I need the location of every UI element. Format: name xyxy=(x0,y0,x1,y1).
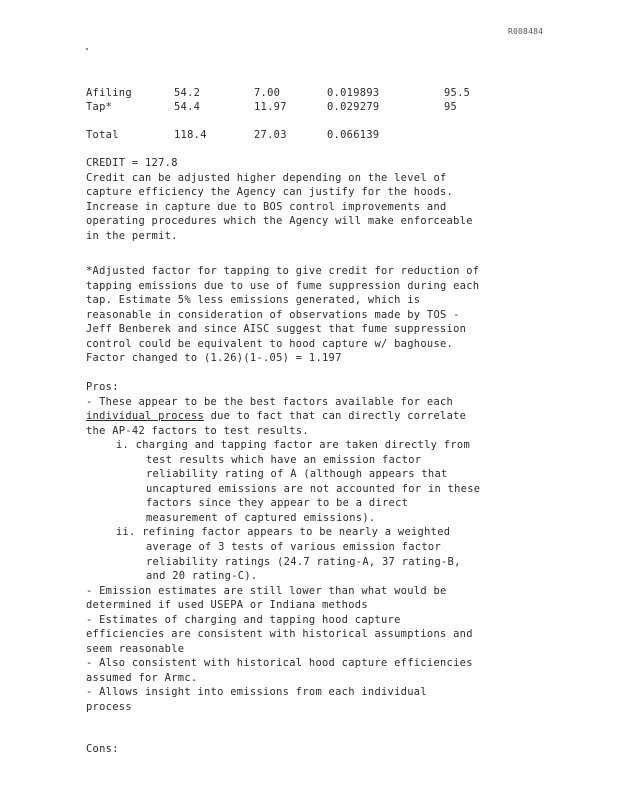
pros-item xyxy=(86,409,526,424)
row-value-1: 118.4 xyxy=(174,129,207,141)
sub-item-ii: average of 3 tests of various emission factor xyxy=(146,541,442,554)
sub-item-ii: and 20 rating-C). xyxy=(146,570,258,583)
underlined-phrase: individual process xyxy=(86,410,205,423)
sub-item-i: measurement of captured emissions). xyxy=(146,511,376,524)
sub-item-ii: ii. refining factor appears to be nearly a weighted xyxy=(116,526,451,539)
pros-item: efficiencies are consistent with historical assumptions and xyxy=(86,628,473,641)
row-value-2: 11.97 xyxy=(254,101,287,113)
row-value-4: 95 xyxy=(444,101,458,113)
adjusted-line: tapping emissions due to use of fume suppression during each xyxy=(86,279,480,292)
pros-item: process xyxy=(86,701,132,714)
row-value-1: 54.4 xyxy=(174,101,201,113)
adjusted-line: tap. Estimate 5% less emissions generated, which is xyxy=(86,294,421,307)
row-value-1: 54.2 xyxy=(174,87,201,99)
adjusted-line: *Adjusted factor for tapping to give credit for reduction of xyxy=(86,265,480,277)
document-id: R008484 xyxy=(508,27,544,36)
row-label: Afiling xyxy=(86,87,132,99)
row-value-2: 27.03 xyxy=(254,129,287,141)
adjusted-factor-paragraph xyxy=(86,264,526,366)
adjusted-line: Jeff Benberek and since AISC suggest that fume suppression xyxy=(86,323,467,336)
credit-line: Increase in capture due to BOS control improvements and xyxy=(86,200,447,213)
pros-item: - Also consistent with historical hood capture efficiencies xyxy=(86,657,473,670)
credit-line: capture efficiency the Agency can justify for the hoods. xyxy=(86,186,454,199)
pros-item: - Estimates of charging and tapping hood capture xyxy=(86,613,401,626)
credit-line: Credit can be adjusted higher depending on the level of xyxy=(86,171,447,184)
row-value-2: 7.00 xyxy=(254,87,281,99)
sub-item-i: factors since they appear to be a direct xyxy=(146,497,409,510)
pros-item: determined if used USEPA or Indiana methods xyxy=(86,599,368,612)
row-value-4: 95.5 xyxy=(444,87,471,99)
cons-section xyxy=(86,742,526,757)
row-value-3: 0.066139 xyxy=(327,129,380,141)
pros-item: the AP-42 factors to test results. xyxy=(86,424,309,437)
sub-item-ii: reliability ratings (24.7 rating-A, 37 rating-B, xyxy=(146,555,461,568)
row-value-3: 0.029279 xyxy=(327,101,380,113)
credit-line: in the permit. xyxy=(86,229,178,242)
speck-mark xyxy=(86,48,88,50)
cons-heading: Cons: xyxy=(86,743,119,755)
row-value-3: 0.019893 xyxy=(327,87,380,99)
sub-item-i: i. charging and tapping factor are taken directly from xyxy=(116,439,471,452)
adjusted-line: reasonable in consideration of observations made by TOS - xyxy=(86,308,460,321)
pros-item: seem reasonable xyxy=(86,642,185,655)
pros-item: - These appear to be the best factors available for each xyxy=(86,395,454,408)
credit-paragraph xyxy=(86,156,526,243)
pros-item: - Allows insight into emissions from each individual xyxy=(86,686,427,699)
credit-line: CREDIT = 127.8 xyxy=(86,157,178,169)
row-label: Total xyxy=(86,129,119,141)
adjusted-line: control could be equivalent to hood capture w/ baghouse. xyxy=(86,337,454,350)
sub-item-i: test results which have an emission factor xyxy=(146,453,422,466)
pros-item: assumed for Armc. xyxy=(86,671,198,684)
sub-item-i: uncaptured emissions are not accounted for in these xyxy=(146,482,481,495)
row-label: Tap* xyxy=(86,101,113,113)
pros-item: - Emission estimates are still lower than what would be xyxy=(86,584,447,597)
pros-section xyxy=(86,380,526,715)
pros-item-text: due to fact that can directly correlate xyxy=(204,410,467,423)
adjusted-line: Factor changed to (1.26)(1-.05) = 1.197 xyxy=(86,352,342,365)
pros-heading: Pros: xyxy=(86,381,119,393)
sub-item-i: reliability rating of A (although appears that xyxy=(146,468,448,481)
credit-line: operating procedures which the Agency will make enforceable xyxy=(86,215,473,228)
